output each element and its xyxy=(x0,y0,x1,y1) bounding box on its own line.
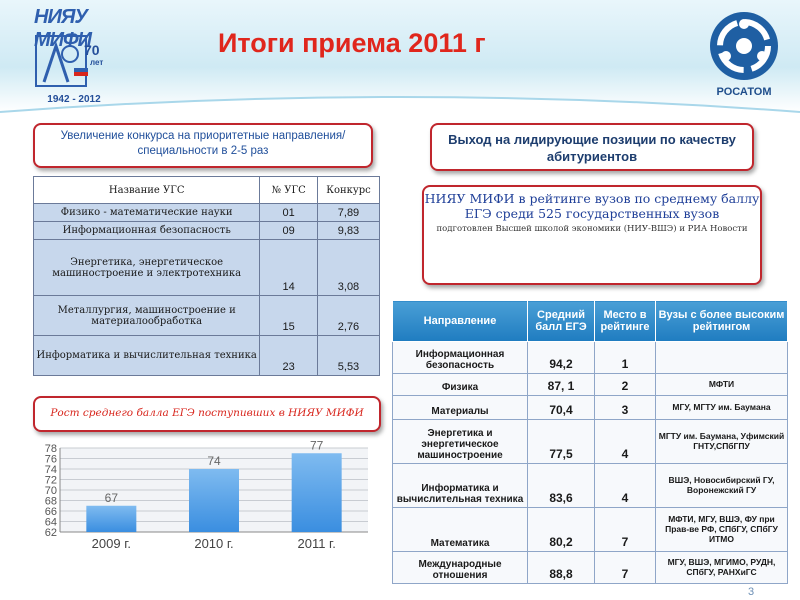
leading-positions-callout xyxy=(430,123,754,171)
dir-score: 94,2 xyxy=(528,342,595,374)
chart-data-label: 67 xyxy=(104,490,119,505)
chart-y-tick-label: 74 xyxy=(44,464,57,476)
chart-data-label: 74 xyxy=(207,454,221,468)
ugs-table-header xyxy=(34,177,380,204)
dir-better xyxy=(656,342,788,374)
dir-name: Физика xyxy=(393,374,528,396)
dir-place: 3 xyxy=(595,396,656,420)
score-growth-callout xyxy=(33,396,381,432)
page-number: 3 xyxy=(748,586,755,598)
dir-better: МГУ, МГТУ им. Баумана xyxy=(656,396,788,420)
dir-name: Международные отношения xyxy=(393,552,528,584)
chart-bar xyxy=(292,453,342,532)
rating-callout-source: подготовлен Высшей школой экономики (НИУ-ВШЭ) и РИА Новости xyxy=(436,224,748,234)
dir-place: 4 xyxy=(595,464,656,508)
dir-better: МФТИ, МГУ, ВШЭ, ФУ при Прав-ве РФ, СПбГУ, СПбГУ ИТМО xyxy=(656,508,788,552)
mifi-logo xyxy=(30,6,116,106)
chart-data-label: 77 xyxy=(309,440,324,453)
mifi-anniversary-sub: лет xyxy=(90,58,104,67)
dir-table-header xyxy=(393,301,788,342)
table-row xyxy=(393,342,788,374)
dir-name: Энергетика и энергетическое машиностроение xyxy=(393,420,528,464)
dir-better: ВШЭ, Новосибирский ГУ, Воронежский ГУ xyxy=(656,464,788,508)
dir-better: МГУ, ВШЭ, МГИМО, РУДН, СПбГУ, РАНХиГС xyxy=(656,552,788,584)
ugs-name: Физико - математические науки xyxy=(34,204,260,222)
table-row xyxy=(34,222,380,240)
page-title: Итоги приема 2011 г xyxy=(218,28,486,58)
score-growth-chart xyxy=(30,440,380,560)
ugs-competition: 2,76 xyxy=(317,296,379,336)
dir-score: 80,2 xyxy=(528,508,595,552)
direction-rating-table xyxy=(392,300,788,584)
dir-place: 7 xyxy=(595,552,656,584)
table-row xyxy=(34,296,380,336)
chart-bar xyxy=(86,506,136,532)
ugs-code: 23 xyxy=(260,336,318,376)
dir-score: 87, 1 xyxy=(528,374,595,396)
rating-callout xyxy=(422,185,762,285)
ugs-header-name: Название УГС xyxy=(34,177,260,204)
competition-callout-text: Увеличение конкурса на приоритетные направления/специальности в 2-5 раз xyxy=(60,130,346,157)
mifi-emblem-icon xyxy=(34,32,90,92)
table-row xyxy=(393,420,788,464)
table-row xyxy=(393,374,788,396)
dir-better: МГТУ им. Баумана, Уфимский ГНТУ,СПбГПУ xyxy=(656,420,788,464)
rating-callout-main: НИЯУ МИФИ в рейтинге вузов по среднему баллу ЕГЭ среди 525 государственных вузов xyxy=(424,191,760,221)
chart-x-tick-label: 2011 г. xyxy=(297,536,336,551)
ugs-competition: 7,89 xyxy=(317,204,379,222)
chart-x-tick-label: 2009 г. xyxy=(91,536,131,551)
dir-better: МФТИ xyxy=(656,374,788,396)
chart-y-tick-label: 78 xyxy=(44,443,57,455)
ugs-name: Энергетика, энергетическое машиностроение и электротехника xyxy=(34,240,260,296)
ugs-competition-table xyxy=(33,176,380,376)
ugs-name: Металлургия, машиностроение и материалообработка xyxy=(34,296,260,336)
ugs-code: 09 xyxy=(260,222,318,240)
chart-y-tick-label: 76 xyxy=(44,453,57,466)
dir-header-place: Место в рейтинге xyxy=(595,301,656,342)
mifi-years: 1942 - 2012 xyxy=(47,94,101,105)
ugs-competition: 3,08 xyxy=(317,240,379,296)
table-row xyxy=(34,240,380,296)
chart-y-tick-label: 72 xyxy=(44,474,57,487)
rosatom-emblem-icon xyxy=(708,10,780,82)
leading-positions-text: Выход на лидирующие позиции по качеству абитуриентов xyxy=(448,132,736,164)
dir-place: 2 xyxy=(595,374,656,396)
ugs-code: 01 xyxy=(260,204,318,222)
chart-x-tick-label: 2010 г. xyxy=(194,536,234,551)
mifi-anniversary: 70 xyxy=(84,42,100,58)
rosatom-label: РОСАТОМ xyxy=(716,86,772,98)
dir-name: Информатика и вычислительная техника xyxy=(393,464,528,508)
dir-name: Материалы xyxy=(393,396,528,420)
ugs-header-competition: Конкурс xyxy=(317,177,379,204)
rosatom-logo xyxy=(704,10,784,110)
table-row xyxy=(34,204,380,222)
dir-place: 1 xyxy=(595,342,656,374)
dir-header-score: Средний балл ЕГЭ xyxy=(528,301,595,342)
table-row xyxy=(393,396,788,420)
chart-y-tick-label: 70 xyxy=(44,485,57,497)
chart-svg xyxy=(30,440,380,560)
table-row xyxy=(393,464,788,508)
chart-y-tick-label: 64 xyxy=(44,516,57,529)
chart-y-tick-label: 66 xyxy=(44,506,57,518)
ugs-competition: 9,83 xyxy=(317,222,379,240)
chart-y-tick-label: 68 xyxy=(44,495,57,508)
dir-header-better: Вузы с более высоким рейтингом xyxy=(656,301,788,342)
ugs-name: Информатика и вычислительная техника xyxy=(34,336,260,376)
table-row xyxy=(393,508,788,552)
competition-callout xyxy=(33,123,373,168)
table-row xyxy=(34,336,380,376)
ugs-code: 15 xyxy=(260,296,318,336)
ugs-name: Информационная безопасность xyxy=(34,222,260,240)
ugs-header-code: № УГС xyxy=(260,177,318,204)
dir-score: 77,5 xyxy=(528,420,595,464)
mifi-logo-name: НИЯУ МИФИ xyxy=(34,6,92,51)
score-growth-text: Рост среднего балла ЕГЭ поступивших в НИЯУ МИФИ xyxy=(50,407,364,419)
dir-score: 88,8 xyxy=(528,552,595,584)
dir-name: Математика xyxy=(393,508,528,552)
chart-bar xyxy=(189,469,239,532)
chart-y-tick-label: 62 xyxy=(44,527,57,539)
ugs-competition: 5,53 xyxy=(317,336,379,376)
ugs-code: 14 xyxy=(260,240,318,296)
dir-score: 70,4 xyxy=(528,396,595,420)
dir-score: 83,6 xyxy=(528,464,595,508)
dir-name: Информационная безопасность xyxy=(393,342,528,374)
table-row xyxy=(393,552,788,584)
dir-header-direction: Направление xyxy=(393,301,528,342)
dir-place: 7 xyxy=(595,508,656,552)
dir-place: 4 xyxy=(595,420,656,464)
